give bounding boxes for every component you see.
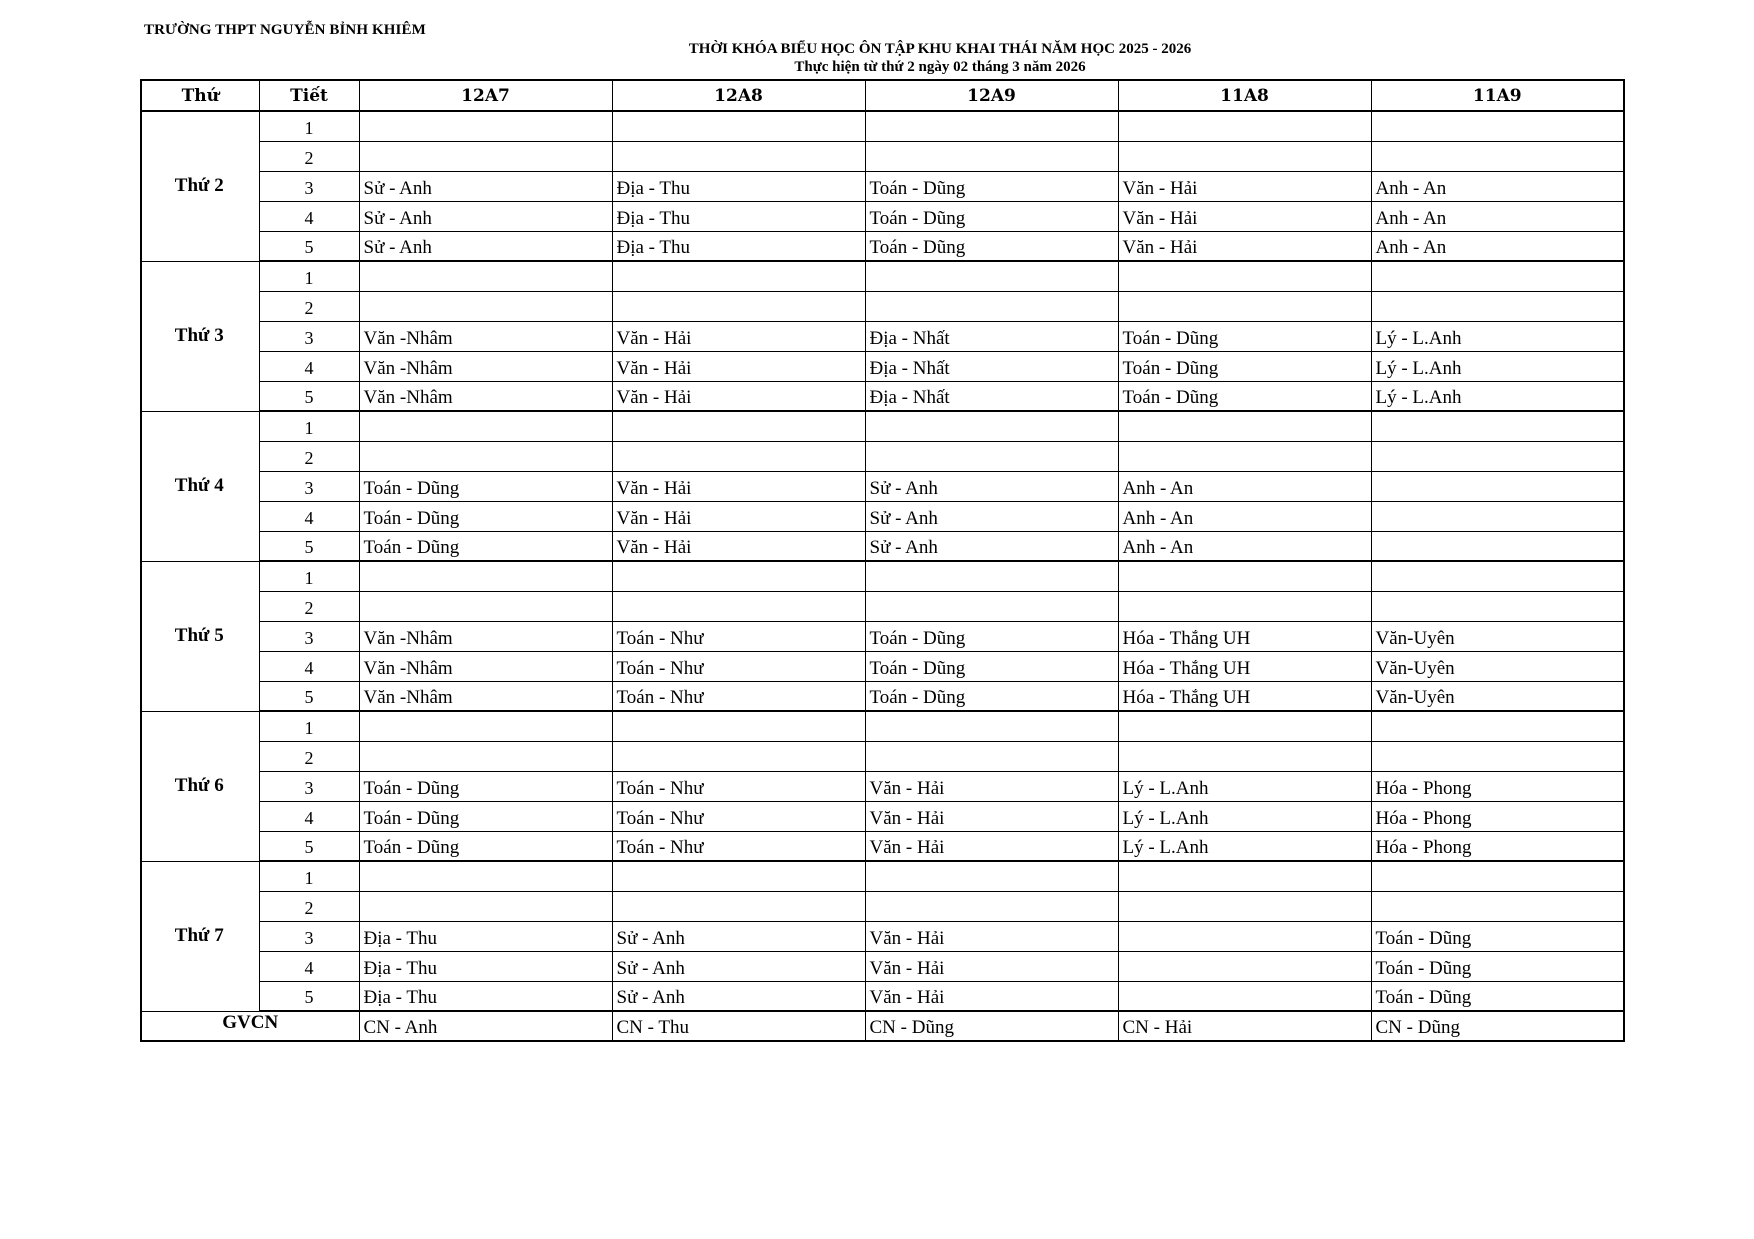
day-label: Thứ 4 (141, 411, 259, 561)
table-row (141, 351, 1624, 381)
gvcn-row (141, 1011, 1624, 1041)
lesson-cell: Toán - Dũng (359, 771, 612, 801)
lesson-cell (1118, 561, 1371, 591)
lesson-cell: Văn - Hải (865, 771, 1118, 801)
lesson-cell: Địa - Thu (612, 201, 865, 231)
lesson-cell (612, 861, 865, 891)
lesson-cell (865, 261, 1118, 291)
lesson-cell (359, 861, 612, 891)
period-number: 1 (259, 411, 359, 441)
lesson-cell (1371, 591, 1624, 621)
lesson-cell (612, 291, 865, 321)
table-row (141, 201, 1624, 231)
lesson-cell: Sử - Anh (612, 921, 865, 951)
lesson-cell: Toán - Dũng (1371, 921, 1624, 951)
lesson-cell (1118, 921, 1371, 951)
lesson-cell (865, 741, 1118, 771)
lesson-cell (612, 561, 865, 591)
lesson-cell (359, 411, 612, 441)
lesson-cell: Toán - Dũng (865, 651, 1118, 681)
table-row (141, 831, 1624, 861)
lesson-cell (1118, 741, 1371, 771)
lesson-cell (612, 261, 865, 291)
lesson-cell: Sử - Anh (865, 471, 1118, 501)
lesson-cell (1118, 861, 1371, 891)
lesson-cell: Văn -Nhâm (359, 321, 612, 351)
lesson-cell (865, 111, 1118, 141)
lesson-cell (1371, 291, 1624, 321)
header-row (141, 80, 1624, 111)
period-number: 5 (259, 981, 359, 1011)
lesson-cell (612, 591, 865, 621)
table-row (141, 921, 1624, 951)
lesson-cell: Hóa - Phong (1371, 801, 1624, 831)
table-row (141, 801, 1624, 831)
lesson-cell: Anh - An (1371, 231, 1624, 261)
period-number: 1 (259, 111, 359, 141)
lesson-cell: Toán - Dũng (1371, 951, 1624, 981)
table-row (141, 741, 1624, 771)
table-row (141, 261, 1624, 291)
lesson-cell: Địa - Thu (612, 171, 865, 201)
period-number: 3 (259, 321, 359, 351)
lesson-cell: Lý - L.Anh (1118, 831, 1371, 861)
period-number: 4 (259, 651, 359, 681)
lesson-cell (1118, 111, 1371, 141)
col-header-class: 12A7 (359, 80, 612, 111)
day-label: Thứ 3 (141, 261, 259, 411)
period-number: 2 (259, 891, 359, 921)
lesson-cell (1371, 861, 1624, 891)
lesson-cell (359, 141, 612, 171)
lesson-cell (1118, 261, 1371, 291)
table-row (141, 711, 1624, 741)
table-row (141, 411, 1624, 441)
lesson-cell: Văn - Hải (612, 471, 865, 501)
table-row (141, 471, 1624, 501)
period-number: 5 (259, 231, 359, 261)
lesson-cell: Sử - Anh (359, 201, 612, 231)
school-name: TRƯỜNG THPT NGUYỄN BỈNH KHIÊM (144, 22, 426, 38)
lesson-cell: Văn - Hải (612, 501, 865, 531)
lesson-cell: Địa - Nhất (865, 321, 1118, 351)
lesson-cell (865, 441, 1118, 471)
period-number: 3 (259, 771, 359, 801)
lesson-cell: Toán - Dũng (1118, 351, 1371, 381)
lesson-cell: Văn - Hải (612, 351, 865, 381)
lesson-cell: Toán - Dũng (359, 471, 612, 501)
lesson-cell: Sử - Anh (359, 231, 612, 261)
period-number: 5 (259, 681, 359, 711)
lesson-cell: Địa - Thu (612, 231, 865, 261)
period-number: 2 (259, 591, 359, 621)
lesson-cell: Toán - Dũng (1118, 321, 1371, 351)
lesson-cell: Địa - Thu (359, 951, 612, 981)
lesson-cell: Lý - L.Anh (1118, 801, 1371, 831)
timetable (140, 79, 1625, 1042)
period-number: 4 (259, 801, 359, 831)
lesson-cell (1118, 291, 1371, 321)
lesson-cell: Văn - Hải (1118, 231, 1371, 261)
lesson-cell: Toán - Dũng (865, 681, 1118, 711)
table-row (141, 651, 1624, 681)
lesson-cell (612, 111, 865, 141)
lesson-cell (865, 411, 1118, 441)
col-header-class: 12A9 (865, 80, 1118, 111)
lesson-cell (1371, 501, 1624, 531)
lesson-cell (1371, 741, 1624, 771)
lesson-cell (1371, 711, 1624, 741)
lesson-cell: Địa - Thu (359, 981, 612, 1011)
lesson-cell: Lý - L.Anh (1371, 321, 1624, 351)
lesson-cell: Toán - Dũng (865, 231, 1118, 261)
lesson-cell (612, 891, 865, 921)
lesson-cell: Hóa - Thắng UH (1118, 621, 1371, 651)
lesson-cell: Anh - An (1371, 171, 1624, 201)
lesson-cell: Toán - Dũng (865, 201, 1118, 231)
lesson-cell (1371, 141, 1624, 171)
lesson-cell (865, 561, 1118, 591)
table-row (141, 111, 1624, 141)
lesson-cell: Anh - An (1118, 471, 1371, 501)
period-number: 4 (259, 951, 359, 981)
lesson-cell (359, 741, 612, 771)
table-row (141, 561, 1624, 591)
period-number: 4 (259, 201, 359, 231)
lesson-cell (1371, 531, 1624, 561)
lesson-cell (359, 711, 612, 741)
lesson-cell: Sử - Anh (359, 171, 612, 201)
lesson-cell (359, 291, 612, 321)
lesson-cell (865, 141, 1118, 171)
page-subtitle: Thực hiện từ thứ 2 ngày 02 tháng 3 năm 2026 (794, 59, 1086, 75)
lesson-cell: Toán - Dũng (359, 831, 612, 861)
day-label: Thứ 7 (141, 861, 259, 1011)
lesson-cell (612, 141, 865, 171)
lesson-cell (865, 861, 1118, 891)
lesson-cell (1371, 891, 1624, 921)
day-label: Thứ 2 (141, 111, 259, 261)
table-row (141, 381, 1624, 411)
table-row (141, 171, 1624, 201)
period-number: 5 (259, 531, 359, 561)
lesson-cell: Toán - Dũng (865, 171, 1118, 201)
col-header-class: 12A8 (612, 80, 865, 111)
lesson-cell: Văn - Hải (865, 951, 1118, 981)
lesson-cell (1118, 141, 1371, 171)
lesson-cell (1118, 711, 1371, 741)
col-header-class: 11A9 (1371, 80, 1624, 111)
lesson-cell (1371, 471, 1624, 501)
homeroom-teacher-cell: CN - Dũng (865, 1011, 1118, 1041)
lesson-cell: Văn -Nhâm (359, 351, 612, 381)
table-row (141, 531, 1624, 561)
lesson-cell (1371, 261, 1624, 291)
period-number: 3 (259, 621, 359, 651)
col-header-period: Tiết (259, 80, 359, 111)
lesson-cell: Hóa - Thắng UH (1118, 651, 1371, 681)
lesson-cell: Anh - An (1118, 501, 1371, 531)
table-row (141, 861, 1624, 891)
lesson-cell: Toán - Như (612, 681, 865, 711)
homeroom-teacher-cell: CN - Dũng (1371, 1011, 1624, 1041)
lesson-cell: Toán - Như (612, 651, 865, 681)
lesson-cell: Toán - Dũng (359, 501, 612, 531)
lesson-cell (612, 441, 865, 471)
lesson-cell: Lý - L.Anh (1118, 771, 1371, 801)
table-row (141, 501, 1624, 531)
table-row (141, 441, 1624, 471)
period-number: 3 (259, 171, 359, 201)
period-number: 5 (259, 381, 359, 411)
period-number: 4 (259, 501, 359, 531)
period-number: 5 (259, 831, 359, 861)
lesson-cell (1118, 441, 1371, 471)
table-row (141, 591, 1624, 621)
table-row (141, 951, 1624, 981)
period-number: 1 (259, 561, 359, 591)
lesson-cell (865, 711, 1118, 741)
lesson-cell: Văn-Uyên (1371, 681, 1624, 711)
lesson-cell: Văn - Hải (1118, 171, 1371, 201)
table-row (141, 231, 1624, 261)
lesson-cell: Sử - Anh (612, 981, 865, 1011)
lesson-cell (1118, 951, 1371, 981)
lesson-cell: Văn - Hải (865, 981, 1118, 1011)
lesson-cell (1371, 441, 1624, 471)
homeroom-teacher-cell: CN - Hải (1118, 1011, 1371, 1041)
lesson-cell: Sử - Anh (865, 531, 1118, 561)
lesson-cell: Văn -Nhâm (359, 621, 612, 651)
lesson-cell (612, 711, 865, 741)
lesson-cell (1371, 111, 1624, 141)
gvcn-label: GVCN (141, 1011, 359, 1041)
page-title: THỜI KHÓA BIỂU HỌC ÔN TẬP KHU KHAI THÁI NĂM HỌC 2025 - 2026 (688, 41, 1192, 57)
lesson-cell: Toán - Dũng (359, 801, 612, 831)
period-number: 1 (259, 711, 359, 741)
lesson-cell: Văn - Hải (865, 801, 1118, 831)
lesson-cell: Toán - Dũng (865, 621, 1118, 651)
lesson-cell: Toán - Dũng (1371, 981, 1624, 1011)
lesson-cell: Sử - Anh (612, 951, 865, 981)
col-header-class: 11A8 (1118, 80, 1371, 111)
lesson-cell: Văn -Nhâm (359, 651, 612, 681)
lesson-cell (359, 111, 612, 141)
period-number: 4 (259, 351, 359, 381)
lesson-cell: Văn - Hải (612, 381, 865, 411)
lesson-cell: Anh - An (1371, 201, 1624, 231)
day-label: Thứ 6 (141, 711, 259, 861)
period-number: 2 (259, 741, 359, 771)
period-number: 3 (259, 471, 359, 501)
lesson-cell: Lý - L.Anh (1371, 381, 1624, 411)
lesson-cell (612, 411, 865, 441)
table-row (141, 321, 1624, 351)
lesson-cell: Văn-Uyên (1371, 621, 1624, 651)
period-number: 1 (259, 261, 359, 291)
lesson-cell: Hóa - Thắng UH (1118, 681, 1371, 711)
lesson-cell: Địa - Nhất (865, 351, 1118, 381)
lesson-cell: Văn - Hải (612, 531, 865, 561)
lesson-cell: Văn -Nhâm (359, 381, 612, 411)
table-row (141, 981, 1624, 1011)
lesson-cell: Văn - Hải (865, 831, 1118, 861)
lesson-cell (612, 741, 865, 771)
lesson-cell (1371, 561, 1624, 591)
table-row (141, 891, 1624, 921)
lesson-cell: Toán - Dũng (1118, 381, 1371, 411)
lesson-cell (359, 561, 612, 591)
lesson-cell (359, 891, 612, 921)
lesson-cell (359, 441, 612, 471)
period-number: 2 (259, 441, 359, 471)
lesson-cell (1118, 591, 1371, 621)
lesson-cell (1118, 981, 1371, 1011)
period-number: 1 (259, 861, 359, 891)
table-row (141, 141, 1624, 171)
period-number: 2 (259, 291, 359, 321)
lesson-cell (359, 591, 612, 621)
lesson-cell (865, 591, 1118, 621)
lesson-cell: Sử - Anh (865, 501, 1118, 531)
table-row (141, 771, 1624, 801)
lesson-cell: Địa - Thu (359, 921, 612, 951)
lesson-cell: Toán - Như (612, 621, 865, 651)
lesson-cell (1118, 411, 1371, 441)
lesson-cell (865, 291, 1118, 321)
period-number: 2 (259, 141, 359, 171)
lesson-cell (1118, 891, 1371, 921)
lesson-cell: Hóa - Phong (1371, 771, 1624, 801)
lesson-cell (1371, 411, 1624, 441)
lesson-cell: Văn -Nhâm (359, 681, 612, 711)
lesson-cell: Anh - An (1118, 531, 1371, 561)
lesson-cell: Toán - Như (612, 801, 865, 831)
day-label: Thứ 5 (141, 561, 259, 711)
homeroom-teacher-cell: CN - Thu (612, 1011, 865, 1041)
lesson-cell: Toán - Dũng (359, 531, 612, 561)
lesson-cell (865, 891, 1118, 921)
lesson-cell: Hóa - Phong (1371, 831, 1624, 861)
lesson-cell (359, 261, 612, 291)
period-number: 3 (259, 921, 359, 951)
homeroom-teacher-cell: CN - Anh (359, 1011, 612, 1041)
lesson-cell: Văn-Uyên (1371, 651, 1624, 681)
table-row (141, 621, 1624, 651)
lesson-cell: Toán - Như (612, 771, 865, 801)
lesson-cell: Văn - Hải (612, 321, 865, 351)
table-row (141, 681, 1624, 711)
lesson-cell: Văn - Hải (865, 921, 1118, 951)
col-header-day: Thứ (141, 80, 259, 111)
table-row (141, 291, 1624, 321)
lesson-cell: Địa - Nhất (865, 381, 1118, 411)
lesson-cell: Văn - Hải (1118, 201, 1371, 231)
lesson-cell: Toán - Như (612, 831, 865, 861)
lesson-cell: Lý - L.Anh (1371, 351, 1624, 381)
